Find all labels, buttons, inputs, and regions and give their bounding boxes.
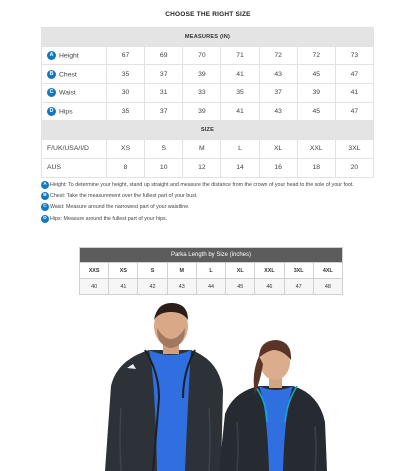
badge-d: D bbox=[41, 215, 49, 223]
row-label-aus-size: AUS bbox=[42, 158, 107, 177]
table-row bbox=[42, 158, 374, 177]
table-cell: 41 bbox=[335, 84, 373, 103]
table-cell: 18 bbox=[297, 158, 335, 177]
table-row bbox=[42, 102, 374, 121]
table-cell: 16 bbox=[259, 158, 297, 177]
table-cell: 73 bbox=[335, 46, 373, 65]
table-cell: 35 bbox=[221, 84, 259, 103]
table-cell: 10 bbox=[145, 158, 183, 177]
note-waist: C Waist: Measure around the narrowest part of your waistline. bbox=[41, 202, 381, 213]
table-cell: 43 bbox=[259, 102, 297, 121]
measures-table bbox=[41, 27, 374, 178]
row-label-height: A Height bbox=[42, 46, 107, 65]
table-cell: 37 bbox=[145, 102, 183, 121]
male-model bbox=[105, 303, 223, 471]
row-label-hips: D Hips bbox=[42, 102, 107, 121]
parka-table-title: Parka Length by Size (inches) bbox=[80, 248, 343, 263]
table-cell: 39 bbox=[183, 65, 221, 84]
table-cell: 4XL bbox=[313, 263, 342, 279]
table-cell: 12 bbox=[183, 158, 221, 177]
table-row bbox=[80, 279, 343, 295]
models-photo bbox=[87, 298, 332, 471]
badge-c: C bbox=[41, 203, 49, 211]
table-cell: 48 bbox=[313, 279, 342, 295]
row-label-chest: B Chest bbox=[42, 65, 107, 84]
table-cell: XXL bbox=[255, 263, 284, 279]
table-cell: L bbox=[196, 263, 225, 279]
table-cell: 42 bbox=[138, 279, 167, 295]
table-cell: M bbox=[183, 140, 221, 159]
table-cell: 31 bbox=[145, 84, 183, 103]
table-row bbox=[42, 46, 374, 65]
table-cell: 30 bbox=[107, 84, 145, 103]
table-cell: 41 bbox=[221, 102, 259, 121]
table-cell: 43 bbox=[167, 279, 196, 295]
measures-header: MEASURES (IN) bbox=[42, 28, 374, 47]
table-cell: XL bbox=[259, 140, 297, 159]
table-cell: XL bbox=[226, 263, 255, 279]
table-cell: 70 bbox=[183, 46, 221, 65]
size-header: SIZE bbox=[42, 121, 374, 140]
table-cell: 3XL bbox=[335, 140, 373, 159]
badge-d: D bbox=[47, 107, 56, 116]
female-model bbox=[219, 340, 327, 471]
table-cell: M bbox=[167, 263, 196, 279]
table-cell: 67 bbox=[107, 46, 145, 65]
table-cell: 47 bbox=[335, 102, 373, 121]
table-cell: XS bbox=[109, 263, 138, 279]
table-cell: 35 bbox=[107, 65, 145, 84]
table-cell: 45 bbox=[297, 102, 335, 121]
table-cell: 45 bbox=[297, 65, 335, 84]
table-cell: 41 bbox=[221, 65, 259, 84]
table-row bbox=[42, 84, 374, 103]
table-row bbox=[80, 263, 343, 279]
table-cell: 8 bbox=[107, 158, 145, 177]
table-cell: L bbox=[221, 140, 259, 159]
table-cell: 46 bbox=[255, 279, 284, 295]
table-cell: 41 bbox=[109, 279, 138, 295]
table-cell: 37 bbox=[259, 84, 297, 103]
table-cell: 35 bbox=[107, 102, 145, 121]
table-cell: 47 bbox=[284, 279, 313, 295]
table-cell: 14 bbox=[221, 158, 259, 177]
badge-a: A bbox=[41, 181, 49, 189]
table-cell: 69 bbox=[145, 46, 183, 65]
table-cell: 39 bbox=[297, 84, 335, 103]
table-cell: XS bbox=[107, 140, 145, 159]
badge-b: B bbox=[47, 70, 56, 79]
note-hips: D Hips: Measure around the fullest part of your hips. bbox=[41, 213, 381, 224]
table-cell: 44 bbox=[196, 279, 225, 295]
row-label-eu-size: F/UK/USA/I/D bbox=[42, 140, 107, 159]
table-row bbox=[42, 140, 374, 159]
table-cell: 3XL bbox=[284, 263, 313, 279]
table-cell: S bbox=[145, 140, 183, 159]
badge-a: A bbox=[47, 51, 56, 60]
table-cell: 47 bbox=[335, 65, 373, 84]
measurement-notes bbox=[41, 179, 381, 224]
table-row bbox=[42, 65, 374, 84]
row-label-waist: C Waist bbox=[42, 84, 107, 103]
table-cell: S bbox=[138, 263, 167, 279]
table-cell: 20 bbox=[335, 158, 373, 177]
note-chest: B Chest: Take the measurement over the fullest part of your bust. bbox=[41, 190, 381, 201]
table-cell: 37 bbox=[145, 65, 183, 84]
table-cell: 33 bbox=[183, 84, 221, 103]
table-cell: 40 bbox=[80, 279, 109, 295]
table-cell: 39 bbox=[183, 102, 221, 121]
table-cell: 72 bbox=[259, 46, 297, 65]
table-cell: XXS bbox=[80, 263, 109, 279]
table-cell: 45 bbox=[226, 279, 255, 295]
table-cell: XXL bbox=[297, 140, 335, 159]
page-title: CHOOSE THE RIGHT SIZE bbox=[165, 11, 251, 18]
table-cell: 72 bbox=[297, 46, 335, 65]
badge-b: B bbox=[41, 192, 49, 200]
parka-length-table bbox=[79, 247, 343, 295]
table-cell: 71 bbox=[221, 46, 259, 65]
table-cell: 43 bbox=[259, 65, 297, 84]
note-height: A Height: To determine your height, stand up straight and measure the distance from the crown of your head to the sole of your foot. bbox=[41, 179, 381, 190]
badge-c: C bbox=[47, 88, 56, 97]
